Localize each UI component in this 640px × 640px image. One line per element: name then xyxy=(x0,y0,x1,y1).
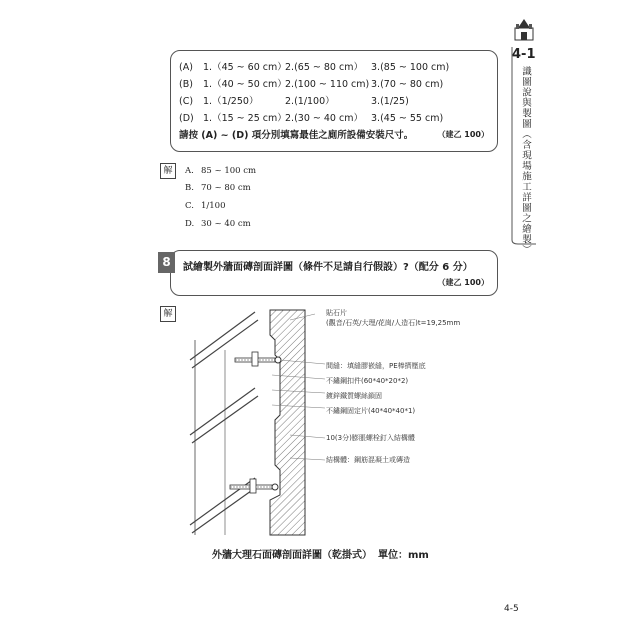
answer-key: B. xyxy=(185,183,194,193)
option-row-a xyxy=(179,59,449,73)
anchor-upper xyxy=(235,352,281,366)
question-8-box xyxy=(170,250,498,296)
building-logo-icon xyxy=(512,18,536,46)
option-value-3: 3.(1/25) xyxy=(371,96,409,107)
option-row-c xyxy=(179,93,409,107)
label-fastener: 不鏽鋼扣件(60*40*20*2) xyxy=(326,377,409,385)
question-instruction: 請按 (A) ~ (D) 項分別填寫最佳之廁所設備安裝尺寸。 xyxy=(179,130,414,141)
option-value-2: 2.(30 ~ 40 cm） xyxy=(285,113,363,124)
answer-label: 解 xyxy=(160,163,176,179)
answer-value: 30 ~ 40 cm xyxy=(201,219,251,229)
question-8-title: 試繪製外牆面磚剖面詳圖（條件不足請自行假設）?（配分 6 分） xyxy=(183,262,473,273)
option-value-2: 2.(1/100） xyxy=(285,96,335,107)
answer-key: C. xyxy=(185,201,194,211)
section-drawing xyxy=(180,300,330,540)
question-box xyxy=(170,50,498,152)
option-value-1: 1.（40 ~ 50 cm） xyxy=(203,79,287,90)
answer-value: 85 ~ 100 cm xyxy=(201,166,257,176)
drawing-caption: 外牆大理石面磚剖面詳圖（乾掛式） xyxy=(212,550,372,561)
answer-key: A. xyxy=(185,166,194,176)
drawing-unit: 單位：mm xyxy=(378,550,429,561)
option-row-d xyxy=(179,110,443,124)
option-letter: (C) xyxy=(179,96,194,107)
structure-wall xyxy=(270,310,305,535)
label-stone-types: (觀音/石英/大理/花崗/人造石)t=19,25mm xyxy=(326,319,461,327)
source-tag: （建乙 100） xyxy=(437,130,489,139)
answer-item-c xyxy=(185,201,226,211)
option-letter: (D) xyxy=(179,113,194,124)
option-value-2: 2.(100 ~ 110 cm) xyxy=(285,79,370,90)
page-number: 4-5 xyxy=(504,604,519,614)
answer-item-b xyxy=(185,183,251,193)
option-letter: (B) xyxy=(179,79,193,90)
option-value-3: 3.(70 ~ 80 cm) xyxy=(371,79,444,90)
answer-value: 1/100 xyxy=(201,201,226,211)
answer-value: 70 ~ 80 cm xyxy=(201,183,251,193)
question-number-badge: 8 xyxy=(158,252,175,273)
answer-key: D. xyxy=(185,219,195,229)
option-value-1: 1.（1/250） xyxy=(203,96,259,107)
option-row-b xyxy=(179,76,443,90)
option-value-2: 2.(65 ~ 80 cm） xyxy=(285,62,363,73)
answer-item-a xyxy=(185,166,256,176)
option-letter: (A) xyxy=(179,62,193,73)
answer-2-label: 解 xyxy=(160,306,176,322)
label-fixing-plate: 不鏽鋼固定片(40*40*40*1) xyxy=(326,407,416,415)
label-expansion-bolt: 10(3分)膨脹螺栓釘入結構體 xyxy=(326,434,415,442)
chapter-number: 4-1 xyxy=(512,47,536,62)
answer-item-d xyxy=(185,219,251,229)
option-value-1: 1.（15 ~ 25 cm） xyxy=(203,113,287,124)
chapter-title: 識圖說與製圖（含現場施工詳圖之繪製） xyxy=(520,66,531,255)
option-value-1: 1.（45 ~ 60 cm） xyxy=(203,62,287,73)
question-8-source-tag: （建乙 100） xyxy=(437,278,489,287)
stone-panels xyxy=(190,312,258,533)
label-joint: 間縫：填縫膠嵌縫，PE棒擠壓底 xyxy=(326,362,426,370)
label-structure: 結構體：鋼筋混凝土或磚造 xyxy=(326,456,410,464)
label-screw: 鍍鋅鐵質螺絲鎖固 xyxy=(326,392,382,400)
option-value-3: 3.(45 ~ 55 cm) xyxy=(371,113,444,124)
option-value-3: 3.(85 ~ 100 cm) xyxy=(371,62,450,73)
label-stone-plate: 貼石片 xyxy=(326,309,347,317)
